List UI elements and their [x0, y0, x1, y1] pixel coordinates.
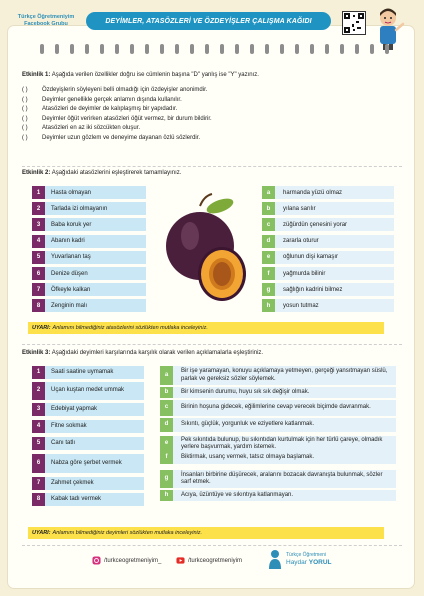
item-marker: 2 — [32, 202, 45, 215]
proverb-end-row — [262, 251, 394, 264]
item-marker: f — [262, 267, 275, 280]
item-marker: g — [262, 283, 275, 296]
item-text: zararla oturur — [283, 238, 319, 245]
proverb-end-row — [262, 235, 394, 248]
item-marker: 6 — [32, 454, 45, 473]
idiom-row — [32, 366, 144, 379]
item-text: Birinin hoşuna gidecek, eğilimlerine cevap verecek biçimde davranmak. — [181, 404, 371, 411]
binder-ring — [220, 44, 224, 54]
item-marker: f — [160, 452, 173, 464]
author-role: Türkçe Öğretmeni — [286, 552, 327, 558]
meaning-row — [160, 366, 396, 385]
item-marker: e — [160, 436, 173, 452]
binder-ring — [325, 44, 329, 54]
item-marker: c — [160, 400, 173, 416]
proverb-end-row — [262, 218, 394, 231]
item-marker: 2 — [32, 382, 45, 400]
brand-block — [10, 14, 82, 28]
item-marker: d — [160, 418, 173, 432]
item-text: züğürdün çenesini yorar — [283, 221, 348, 228]
item-marker: 3 — [32, 218, 45, 231]
proverb-start-row — [32, 251, 146, 264]
item-text: Denize düşen — [51, 270, 88, 277]
exercise-1-title: Etkinlik 1: Aşağıda verilen özellikler doğru ise cümlenin başına "D" yanlış ise "Y" yazınız. — [22, 72, 259, 78]
exercise-1 — [22, 72, 402, 143]
item-marker: a — [262, 186, 275, 199]
item-text: sağlığın kadrini bilmez — [283, 286, 343, 293]
binder-ring — [235, 44, 239, 54]
proverb-start-row — [32, 283, 146, 296]
idiom-row — [32, 437, 144, 450]
exercise-1-list — [22, 86, 402, 143]
item-text: İnsanları birbirine düşürecek, aralarını bozacak davranışta bulunmak, sözler sarf etmek. — [181, 471, 383, 485]
divider — [22, 344, 402, 345]
item-text: Nabza göre şerbet vermek — [51, 459, 122, 466]
author-name: Haydar YORUL — [286, 559, 332, 566]
true-false-item: ( ) Deyimler genellikle gerçek anlamın dışında kullanılır. — [22, 96, 402, 106]
item-marker: d — [262, 235, 275, 248]
item-marker: 7 — [32, 283, 45, 296]
true-false-item: ( ) Deyimler uzun gözlem ve deneyime dayanan özlü sözlerdir. — [22, 134, 402, 144]
item-marker: 1 — [32, 186, 45, 199]
item-text: Kabak tadı vermek — [51, 495, 102, 502]
item-text: Zenginin malı — [51, 302, 88, 309]
proverb-end-row — [262, 186, 394, 199]
meaning-row — [160, 400, 396, 416]
true-false-item: ( ) Deyimler öğüt verirken atasözleri öğüt vermez, bir durum bildirir. — [22, 115, 402, 125]
meaning-row — [160, 418, 396, 432]
divider — [22, 166, 402, 167]
item-marker: h — [262, 299, 275, 312]
item-text: Saati saatine uymamak — [51, 368, 114, 375]
item-marker: 7 — [32, 477, 45, 490]
instagram-icon — [92, 556, 101, 565]
proverb-start-row — [32, 202, 146, 215]
binder-ring — [130, 44, 134, 54]
item-marker: b — [262, 202, 275, 215]
item-text: Pek sıkıntıda bulunup, bu sıkıntıdan kurtulmak için her türlü çareye, olmadık yerlere başvurmak, yardım istemek. — [181, 436, 383, 450]
item-text: Tarlada izi olmayanın — [51, 205, 108, 212]
idiom-row — [32, 493, 144, 506]
binder-ring — [250, 44, 254, 54]
item-text: Canı tatlı — [51, 439, 76, 446]
binder-ring — [175, 44, 179, 54]
item-text: Uçan kuştan medet ummak — [51, 387, 125, 394]
item-marker: c — [262, 218, 275, 231]
instagram-link[interactable]: /turkceogretmeniyim_ — [92, 556, 161, 565]
item-text: Baba koruk yer — [51, 221, 92, 228]
answer-blank[interactable]: ( ) — [22, 106, 28, 112]
item-text: Edebiyat yapmak — [51, 405, 98, 412]
binder-ring — [40, 44, 44, 54]
binder-ring — [190, 44, 194, 54]
binder-ring — [70, 44, 74, 54]
meaning-row — [160, 490, 396, 501]
item-text: yağmurda bilinir — [283, 270, 326, 277]
qr-code — [342, 11, 366, 35]
binder-ring — [280, 44, 284, 54]
proverb-end-row — [262, 283, 394, 296]
item-marker: 8 — [32, 493, 45, 506]
item-marker: b — [160, 387, 173, 398]
binder-ring — [55, 44, 59, 54]
item-marker: h — [160, 490, 173, 501]
item-marker: a — [160, 366, 173, 385]
item-text: Öfkeyle kalkan — [51, 286, 91, 293]
binder-ring — [100, 44, 104, 54]
page-title: DEYİMLER, ATASÖZLERİ VE ÖZDEYİŞLER ÇALIŞMA KAĞIDI — [86, 12, 331, 30]
answer-blank[interactable]: ( ) — [22, 134, 28, 141]
item-text: Yuvarlanan taş — [51, 254, 91, 261]
item-text: Fitne sokmak — [51, 422, 87, 429]
exercise-2-title: Etkinlik 2: Aşağıdaki atasözlerini eşleştirerek tamamlayınız. — [22, 170, 182, 176]
binder-ring — [370, 44, 374, 54]
true-false-item: ( ) Özdeyişlerin söyleyeni belli olmadığı için özdeyişler anonimdir. — [22, 86, 402, 96]
binder-ring — [385, 44, 389, 54]
proverb-start-row — [32, 218, 146, 231]
youtube-icon — [176, 556, 185, 565]
answer-blank[interactable]: ( ) — [22, 96, 28, 103]
item-text: yosun tutmaz — [283, 302, 319, 309]
item-marker: g — [160, 470, 173, 488]
meaning-row — [160, 452, 396, 464]
item-text: harmanda yüzü olmaz — [283, 189, 343, 196]
binder-ring — [355, 44, 359, 54]
binder-ring — [145, 44, 149, 54]
brand-line2: Facebook Grubu — [24, 21, 68, 27]
proverb-end-row — [262, 202, 394, 215]
answer-blank[interactable]: ( ) — [22, 87, 28, 93]
item-text: Abanın kadri — [51, 238, 85, 245]
answer-blank[interactable]: ( ) — [22, 115, 28, 122]
item-text: Hasta olmayan — [51, 189, 92, 196]
binder-ring — [310, 44, 314, 54]
binder-ring — [205, 44, 209, 54]
idiom-row — [32, 477, 144, 490]
exercise-3-title: Etkinlik 3: Aşağıdaki deyimleri karşılarında karşılık olarak verilen açıklamalarla eşleştiriniz. — [22, 350, 264, 356]
binder-ring — [265, 44, 269, 54]
item-marker: 1 — [32, 366, 45, 379]
item-text: Acıya, üzüntüye ve sıkıntıya katlanmayan. — [181, 491, 294, 498]
item-marker: 3 — [32, 403, 45, 416]
binder-rings — [40, 44, 385, 54]
proverb-start-row — [32, 186, 146, 199]
item-text: yılana sarılır — [283, 205, 316, 212]
binder-ring — [295, 44, 299, 54]
item-marker: 5 — [32, 437, 45, 450]
item-marker: e — [262, 251, 275, 264]
item-text: oğlunun dişi kamaşır — [283, 254, 339, 261]
brand-line1: Türkçe Öğretmeniyim — [17, 14, 75, 20]
item-text: Bir işe yaramayan, konuyu açıklamaya yetmeyen, gerçeği yansıtmayan süslü, parlak ve gereksiz sözler söylemek. — [181, 368, 388, 382]
meaning-row — [160, 387, 396, 398]
item-marker: 8 — [32, 299, 45, 312]
website-link[interactable]: /turkceogretmeniyim — [176, 556, 242, 565]
meaning-row — [160, 470, 396, 488]
answer-blank[interactable]: ( ) — [22, 125, 28, 131]
binder-ring — [85, 44, 89, 54]
author-avatar-icon — [268, 549, 282, 569]
exercise-2-warning: UYARI: Anlamını bilmediğiniz atasözlerini sözlükten mutlaka inceleyiniz. — [28, 322, 384, 334]
exercise-3-warning: UYARI: Anlamını bilmediğiniz deyimleri sözlükten mutlaka inceleyiniz. — [28, 527, 384, 539]
idiom-row — [32, 382, 144, 400]
true-false-item: ( ) Atasözleri en az iki sözcükten oluşur. — [22, 124, 402, 134]
item-text: Biktirmak, usanç vermek, tatsız olmaya başlamak. — [181, 454, 315, 461]
divider — [22, 545, 402, 546]
binder-ring — [160, 44, 164, 54]
idiom-row — [32, 403, 144, 416]
plum-illustration-icon — [160, 192, 252, 310]
binder-ring — [340, 44, 344, 54]
item-marker: 4 — [32, 420, 45, 433]
proverb-start-row — [32, 299, 146, 312]
item-marker: 5 — [32, 251, 45, 264]
proverb-end-row — [262, 299, 394, 312]
item-marker: 4 — [32, 235, 45, 248]
item-text: Sıkıntı, güçlük, yorgunluk ve eziyetlere katlanmak. — [181, 421, 315, 428]
proverb-end-row — [262, 267, 394, 280]
proverb-start-row — [32, 267, 146, 280]
idiom-row — [32, 454, 144, 473]
meaning-row — [160, 436, 396, 452]
item-marker: 6 — [32, 267, 45, 280]
true-false-item: ( ) Atasözleri de deyimler de kalıplaşmış bir yapıdadır. — [22, 105, 402, 115]
item-text: Bir kimsenin durumu, huyu sık sık değişir olmak. — [181, 388, 310, 395]
binder-ring — [115, 44, 119, 54]
idiom-row — [32, 420, 144, 433]
item-text: Zahmet çekmek — [51, 479, 94, 486]
proverb-start-row — [32, 235, 146, 248]
